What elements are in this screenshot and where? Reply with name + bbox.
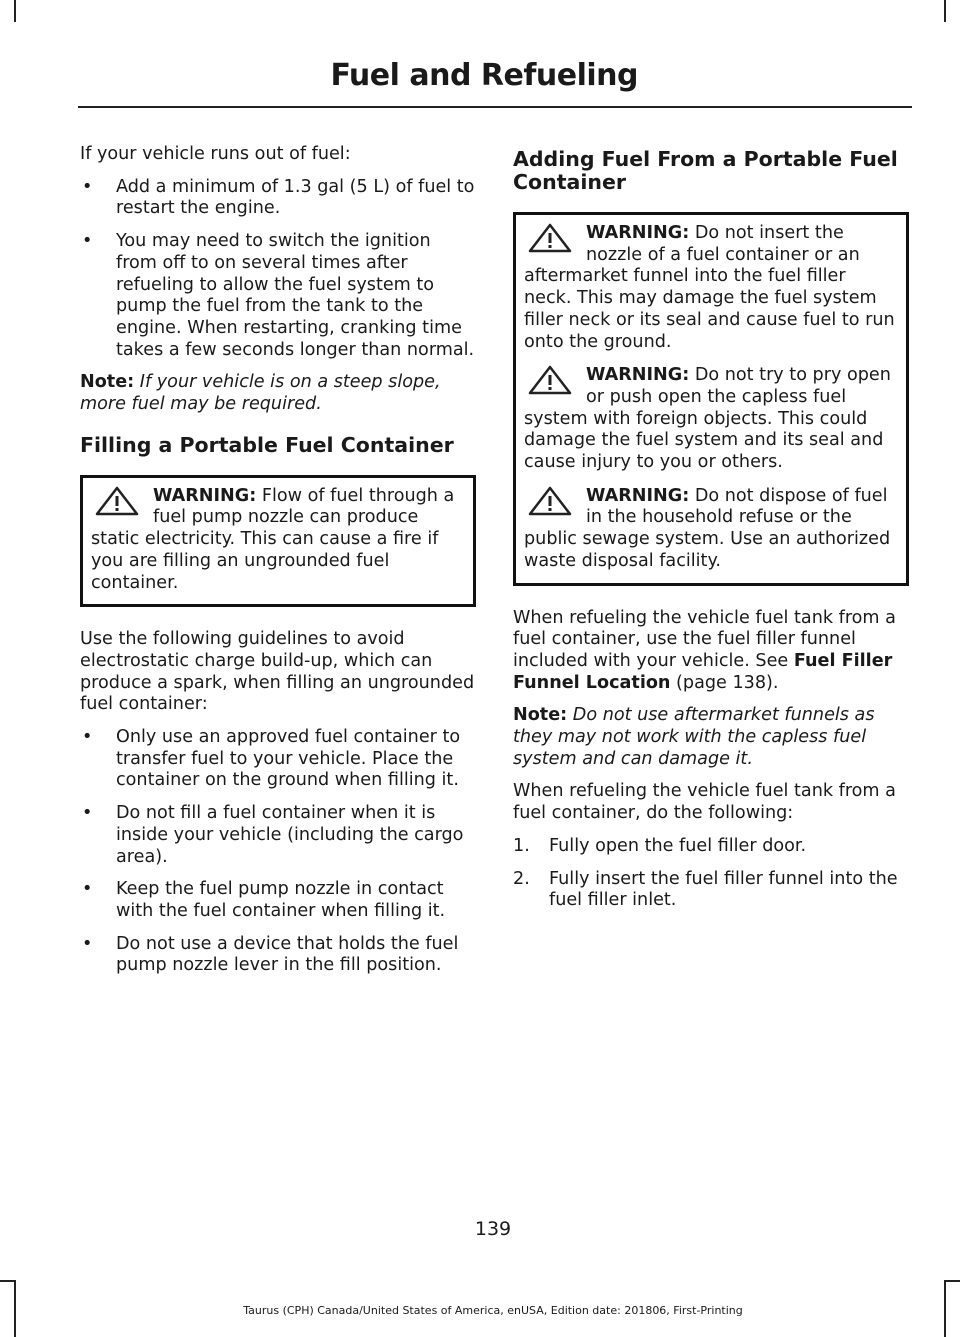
list-item (513, 836, 909, 858)
paragraph-text: When refueling the vehicle fuel tank from a fuel container, use the fuel filler funnel included with your vehicle. See (513, 607, 896, 671)
steps-list (513, 836, 909, 912)
list-item: • Do not fill a fuel container when it is inside your vehicle (including the cargo area). (80, 803, 476, 868)
list-item: • Keep the fuel pump nozzle in contact with the fuel container when filling it. (80, 879, 476, 922)
intro-text: If your vehicle runs out of fuel: (80, 144, 351, 164)
step-number: 1. (513, 835, 530, 856)
warning-box (80, 475, 476, 608)
warning-label: WARNING: (586, 223, 690, 243)
step-number: 2. (513, 868, 530, 889)
warning-triangle-icon (91, 486, 149, 516)
crop-mark (944, 1280, 960, 1282)
left-column (80, 144, 476, 988)
guidelines-list (80, 727, 476, 977)
warning-text: Flow of fuel through a fuel pump nozzle can produce static electricity. This can cause a fire if you are filling an ungrounded fuel container. (91, 485, 455, 593)
crop-mark (944, 0, 946, 22)
crop-mark (14, 0, 16, 22)
warning-label: WARNING: (586, 365, 690, 386)
list-item: • Add a minimum of 1.3 gal (5 L) of fuel to restart the engine. (80, 177, 476, 220)
step-text: Fully insert the fuel filler funnel into the fuel filler inlet. (549, 868, 898, 911)
guidelines-intro: Use the following guidelines to avoid electrostatic charge build-up, which can produce a spark, when filling an ungrounded fuel container: (80, 629, 475, 715)
warning (524, 365, 898, 474)
steps-intro: When refueling the vehicle fuel tank from a fuel container, do the following: (513, 781, 896, 824)
note-text: If your vehicle is on a steep slope, more fuel may be required. (80, 372, 441, 415)
note (513, 705, 909, 770)
warning-triangle-icon (524, 486, 582, 516)
warning-text: Do not dispose of fuel in the household refuse or the public sewage system. Use an authorized waste disposal facility. (524, 485, 891, 571)
warning (91, 486, 465, 595)
note-label: Note: (513, 705, 568, 726)
warning-text: Do not try to pry open or push open the capless fuel system with foreign objects. This could damage the fuel system and its seal and cause injury to you or others. (524, 365, 891, 473)
cross-reference-link[interactable]: Fuel Filler Funnel Location (513, 650, 893, 693)
note (80, 372, 476, 415)
note-text: Do not use aftermarket funnels as they may not work with the capless fuel system and can damage it. (513, 705, 875, 769)
section-heading: Adding Fuel From a Portable Fuel Container (513, 147, 898, 194)
right-column (513, 144, 909, 923)
list-item: • You may need to switch the ignition from off to on several times after refueling to allow the fuel system to pump the fuel from the tank to the engine. When restarting, cranking time takes a few seconds longer than normal. (80, 231, 476, 361)
warning-triangle-icon (524, 365, 582, 395)
funnel-paragraph (513, 608, 909, 695)
list-item: • Only use an approved fuel container to transfer fuel to your vehicle. Place the container on the ground when filling it. (80, 727, 476, 792)
warning-triangle-icon (524, 223, 582, 253)
warning-label: WARNING: (153, 485, 257, 506)
edition-footer: Taurus (CPH) Canada/United States of America, enUSA, Edition date: 201806, First-Printing (243, 1304, 743, 1317)
out-of-fuel-list (80, 177, 476, 362)
list-item (513, 869, 909, 912)
note-label: Note: (80, 372, 135, 393)
list-item: • Do not use a device that holds the fuel pump nozzle lever in the fill position. (80, 934, 476, 977)
warning-label: WARNING: (586, 485, 690, 506)
crop-mark (0, 1280, 16, 1282)
page-number: 139 (474, 1218, 512, 1240)
warning-text: Do not insert the nozzle of a fuel container or an aftermarket funnel into the fuel filler neck. This may damage the fuel system filler neck or its seal and cause fuel to run onto the ground. (524, 223, 895, 352)
warning (524, 486, 898, 573)
warning-box (513, 212, 909, 586)
step-text: Fully open the fuel filler door. (549, 835, 807, 856)
header-rule (78, 106, 912, 108)
paragraph-text: (page 138). (670, 672, 779, 693)
warning (524, 223, 898, 353)
page-title: Fuel and Refueling (330, 58, 638, 93)
section-heading: Filling a Portable Fuel Container (80, 432, 454, 457)
